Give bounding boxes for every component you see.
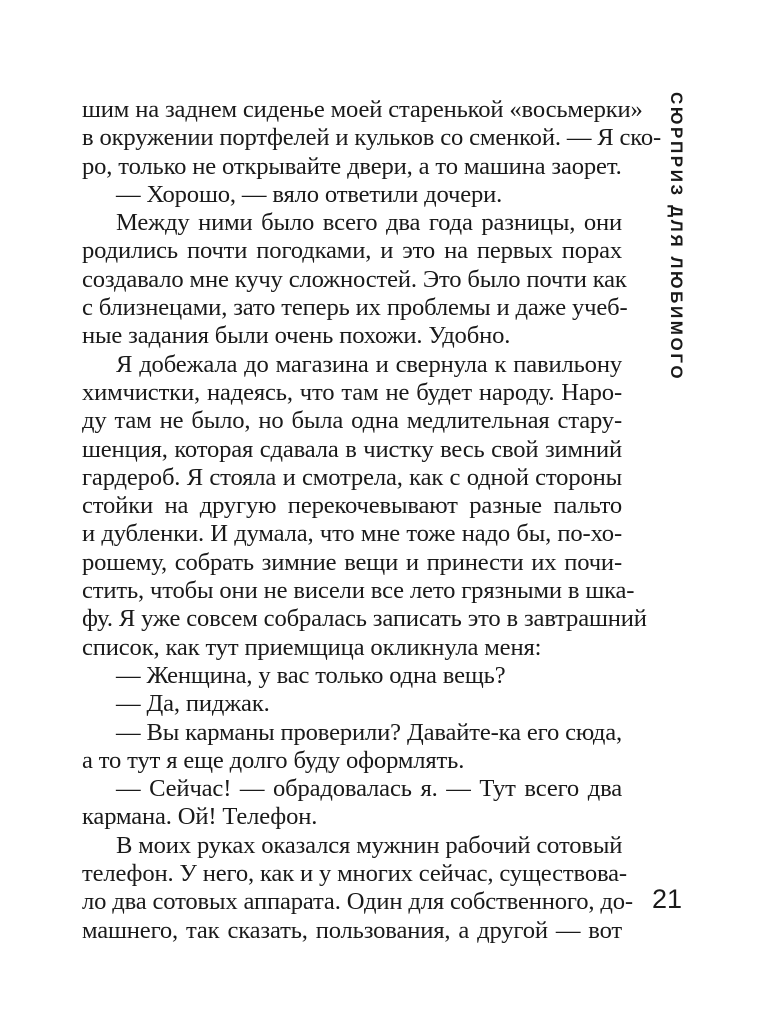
text-line: — Да, пиджак. <box>116 690 270 718</box>
text-line: стить, чтобы они не висели все лето грязными в шка- <box>82 577 635 605</box>
text-line: стойки на другую перекочевывают разные пальто <box>82 492 622 520</box>
text-line: родились почти погодками, и это на первых порах <box>82 237 622 265</box>
text-line: телефон. У него, как и у многих сейчас, существова- <box>82 860 627 888</box>
text-line: ду там не было, но была одна медлительная стару- <box>82 407 622 435</box>
text-line: химчистки, надеясь, что там не будет народу. Наро- <box>82 378 622 406</box>
text-line: с близнецами, зато теперь их проблемы и даже учеб- <box>82 294 628 322</box>
text-line: — Вы карманы проверили? Давайте-ка его сюда, <box>116 718 622 746</box>
text-line: Я добежала до магазина и свернула к павильону <box>116 350 622 378</box>
text-line: ро, только не открывайте двери, а то машина заорет. <box>82 152 622 180</box>
text-line: шим на заднем сиденье моей старенькой «восьмерки» <box>82 96 643 123</box>
text-line: создавало мне кучу сложностей. Это было почти как <box>82 265 627 293</box>
body-text <box>82 96 662 945</box>
text-line: фу. Я уже совсем собралась записать это в завтрашний <box>82 605 647 633</box>
text-line: Между ними было всего два года разницы, они <box>116 209 622 237</box>
text-line: в окружении портфелей и кульков со сменкой. — Я ско- <box>82 124 662 152</box>
text-line: В моих руках оказался мужнин рабочий сотовый <box>116 831 623 859</box>
text-line: и дубленки. И думала, что мне тоже надо бы, по-хо- <box>82 520 622 548</box>
running-head: СЮРПРИЗ ДЛЯ ЛЮБИМОГО <box>667 92 686 382</box>
text-line: рошему, собрать зимние вещи и принести их почи- <box>82 548 622 576</box>
text-line: шенция, которая сдавала в чистку весь свой зимний <box>82 435 622 463</box>
text-line: кармана. Ой! Телефон. <box>82 803 318 831</box>
page-number: 21 <box>652 884 683 914</box>
text-line: гардероб. Я стояла и смотрела, как с одной стороны <box>82 463 622 491</box>
text-line: а то тут я еще долго буду оформлять. <box>82 746 465 774</box>
text-line: ные задания были очень похожи. Удобно. <box>82 322 511 350</box>
text-line: — Хорошо, — вяло ответили дочери. <box>116 180 503 208</box>
text-line: машнего, так сказать, пользования, а другой — вот <box>82 916 622 944</box>
text-line: ло два сотовых аппарата. Один для собственного, до- <box>82 888 633 916</box>
text-line: — Женщина, у вас только одна вещь? <box>116 661 506 689</box>
text-line: список, как тут приемщица окликнула меня: <box>82 633 542 661</box>
text-line: — Сейчас! — обрадовалась я. — Тут всего два <box>116 775 622 803</box>
